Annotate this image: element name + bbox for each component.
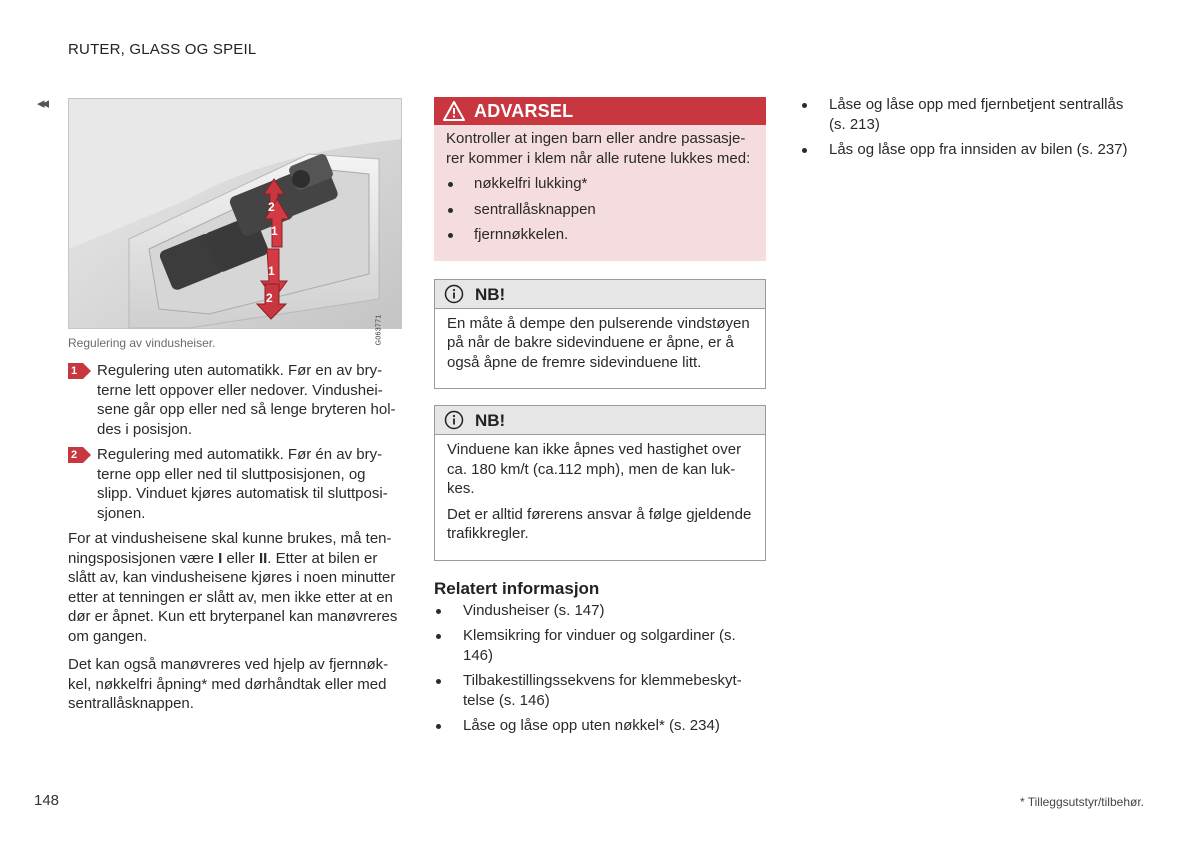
step-number-badge: 1 [68,363,92,379]
warning-item: sentrallåsknappen [446,200,754,220]
svg-text:1: 1 [271,224,278,238]
remote-paragraph: Det kan også manøvreres ved hjelp av fjernnøkkel, nøkkelfri åpning* med dørhåndtak eller med sentrallåsknappen. [68,656,389,712]
info-icon [444,410,464,436]
ignition-paragraph: For at vindusheisene skal kunne brukes, må tenningsposisjonen være I eller II. Etter at bilen er slått av, kan vindusheisene kjøres i noen minutter etter at tenningen er slått av, men ikke etter at en dør er åpnet. Kun ett bryterpanel kan manøvreres om gangen. [68,530,398,645]
running-header: RUTER, GLASS OG SPEIL [68,41,257,58]
related-link[interactable]: Tilbakestillingssekvens for klemmebeskyttelse (s. 146) [434,671,766,710]
svg-text:2: 2 [268,200,275,214]
warning-body [434,125,766,261]
related-link[interactable]: Låse og låse opp med fjernbetjent sentrallås (s. 213) [800,95,1140,134]
footnote: * Tilleggsutstyr/tilbehør. [1019,795,1144,809]
column-left [68,98,402,723]
step-list [68,361,402,523]
related-link[interactable]: Lås og låse opp fra innsiden av bilen (s. 237) [800,140,1140,160]
info-icon [444,284,464,310]
related-link[interactable]: Klemsikring for vinduer og solgardiner (s. 146) [434,626,766,665]
page-number: 148 [34,792,60,809]
note-title: NB! [475,411,506,430]
note-text: Vinduene kan ikke åpnes ved hastighet over ca. 180 km/t (ca.112 mph), men de kan lukkes. [447,441,742,497]
warning-triangle-icon [443,101,465,127]
step-number-badge: 2 [68,447,92,463]
related-link[interactable]: Låse og låse opp uten nøkkel* (s. 234) [434,716,766,736]
note-text: Det er alltid førerens ansvar å følge gjeldende trafikkregler. [447,505,752,542]
column-right [800,95,1140,166]
warning-item: fjernnøkkelen. [446,225,754,245]
svg-text:2: 2 [266,291,273,305]
note-body [435,435,765,560]
note-title: NB! [475,284,506,304]
note-header [435,406,765,435]
step-item [68,445,402,523]
warning-box [434,97,766,261]
warning-list [446,174,754,245]
step-text: Regulering med automatikk. Før én av bryterne opp eller ned til sluttposisjonen, og slipp. Vinduet kjøres automatisk til sluttposisjonen. [97,446,388,522]
svg-text:1: 1 [268,264,275,278]
warning-intro: Kontroller at ingen barn eller andre passasjerer kommer i klem når alle rutene lukkes med: [446,130,751,167]
continued-from-previous-icon: ◂◂ [37,95,47,112]
warning-title: ADVARSEL [474,101,574,121]
warning-header [434,97,766,125]
related-info-heading: Relatert informasjon [434,578,600,598]
note-box [434,405,766,561]
note-text: En måte å dempe den pulserende vindstøyen på når de bakre sidevinduene er åpne, er å også åpne de fremre sidevinduene litt. [447,314,750,371]
related-list-continued [800,95,1140,160]
step-text: Regulering uten automatikk. Før en av bryterne lett oppover eller nedover. Vindusheisene går opp eller ned så lenge bryteren holdes i posisjon. [97,362,396,438]
figure-caption: Regulering av vindusheiser. [68,336,216,350]
related-list [434,601,766,736]
door-panel-drawing [69,99,401,328]
figure-code: G063771 [375,314,383,345]
step-item [68,361,402,439]
note-box [434,279,766,390]
related-link[interactable]: Vindusheiser (s. 147) [434,601,766,621]
note-header [435,280,765,309]
warning-item: nøkkelfri lukking* [446,174,754,194]
column-middle [434,97,766,742]
note-body [435,309,765,389]
